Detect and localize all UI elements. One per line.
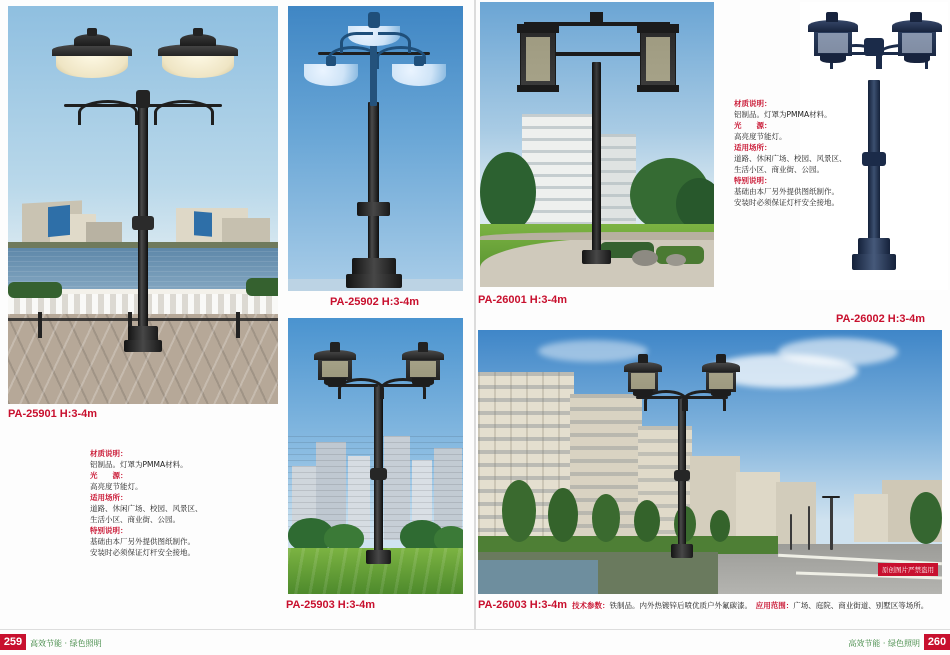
spec-left-special-text-1: 基础由本厂另外提供图纸制作。 [90, 537, 195, 546]
footer-text-right: 高效节能 · 绿色照明 [848, 639, 920, 648]
caption-pa-25903: PA-25903 H:3-4m [286, 599, 376, 611]
spec-left-special-label: 特别说明： [90, 526, 128, 535]
lamp-pole [592, 62, 601, 262]
caption-pa-25901: PA-25901 H:3-4m [8, 408, 98, 420]
lamp-head-left [52, 30, 132, 82]
spec-left-use-text-2: 生活小区、商业街、公园。 [90, 515, 180, 524]
tech-scope-label: 应用范围： [755, 601, 794, 610]
caption-pa-26003: PA-26003 H:3-4m [478, 599, 568, 611]
product-photo-pa-26001 [480, 2, 714, 287]
lamp-base [671, 544, 693, 558]
spec-left-source-label: 光 源： [90, 471, 128, 480]
caption-pa-25902: PA-25902 H:3-4m [330, 296, 420, 308]
lamp-head-left [808, 12, 858, 66]
spec-left-title: 材质说明： [90, 449, 128, 458]
spec-right-title-text: 铝制品。灯罩为PMMA材料。 [734, 110, 832, 119]
spec-left-source-text: 高亮度节能灯。 [90, 482, 143, 491]
spec-right-use-text-1: 道路、休闲广场、校园、风景区、 [734, 154, 847, 163]
lamp-shade-right [392, 64, 446, 86]
spec-block-left [90, 448, 270, 558]
lamp-base [366, 550, 391, 564]
spec-right-source-label: 光 源： [734, 121, 772, 130]
lamp-head-right [158, 30, 238, 82]
caption-pa-26002: PA-26002 H:3-4m [836, 313, 926, 325]
watermark-badge [878, 563, 938, 576]
spec-right-special-text-1: 基础由本厂另外提供图纸制作。 [734, 187, 839, 196]
product-photo-pa-25903 [288, 318, 463, 594]
spec-right-use-text-2: 生活小区、商业街、公园。 [734, 165, 824, 174]
spec-block-right [734, 98, 924, 208]
spec-left-use-label: 适用场所： [90, 493, 128, 502]
page-number-right: 260 [924, 634, 950, 650]
product-photo-pa-26003 [478, 330, 942, 594]
spec-right-source-text: 高亮度节能灯。 [734, 132, 787, 141]
lamp-head-right [892, 12, 942, 66]
spec-right-title: 材质说明： [734, 99, 772, 108]
footer-divider [0, 629, 950, 630]
tech-params-text: 铁制品。内外热镀锌后喷优质户外氟碳漆。 [609, 601, 749, 610]
lamp-head-left [314, 342, 356, 388]
lamp-head-right [640, 30, 676, 90]
lamp-head-left [624, 356, 662, 400]
caption-pa-26001: PA-26001 H:3-4m [478, 294, 568, 306]
tech-scope-text: 广场、庭院、商业街道、别墅区等场所。 [793, 601, 929, 610]
spec-right-special-label: 特别说明： [734, 176, 772, 185]
lamp-head-right [702, 356, 740, 400]
lamp-pole [368, 102, 379, 264]
lamp-head-left [520, 30, 556, 90]
spec-right-special-text-2: 安装时必须保证灯杆安全接地。 [734, 198, 839, 207]
lamp-base [357, 202, 390, 216]
lamp-shade-left [304, 64, 358, 86]
product-photo-pa-25902 [288, 6, 463, 291]
spec-left-use-text-1: 道路、休闲广场、校园、风景区、 [90, 504, 203, 513]
page-number-left: 259 [0, 634, 26, 650]
footer-text-left: 高效节能 · 绿色照明 [30, 639, 102, 648]
spec-left-title-text: 铝制品。灯罩为PMMA材料。 [90, 460, 188, 469]
spec-right-use-label: 适用场所： [734, 143, 772, 152]
center-gutter [474, 0, 476, 630]
lamp-head-right [402, 342, 444, 388]
tech-params-label: 技术参数： [572, 601, 610, 610]
product-photo-pa-25901 [8, 6, 278, 404]
watermark-text: 原创图片严禁盗用 [882, 566, 934, 574]
lamp-base [582, 250, 611, 264]
spec-left-special-text-2: 安装时必须保证灯杆安全接地。 [90, 548, 195, 557]
tech-note [572, 600, 928, 611]
